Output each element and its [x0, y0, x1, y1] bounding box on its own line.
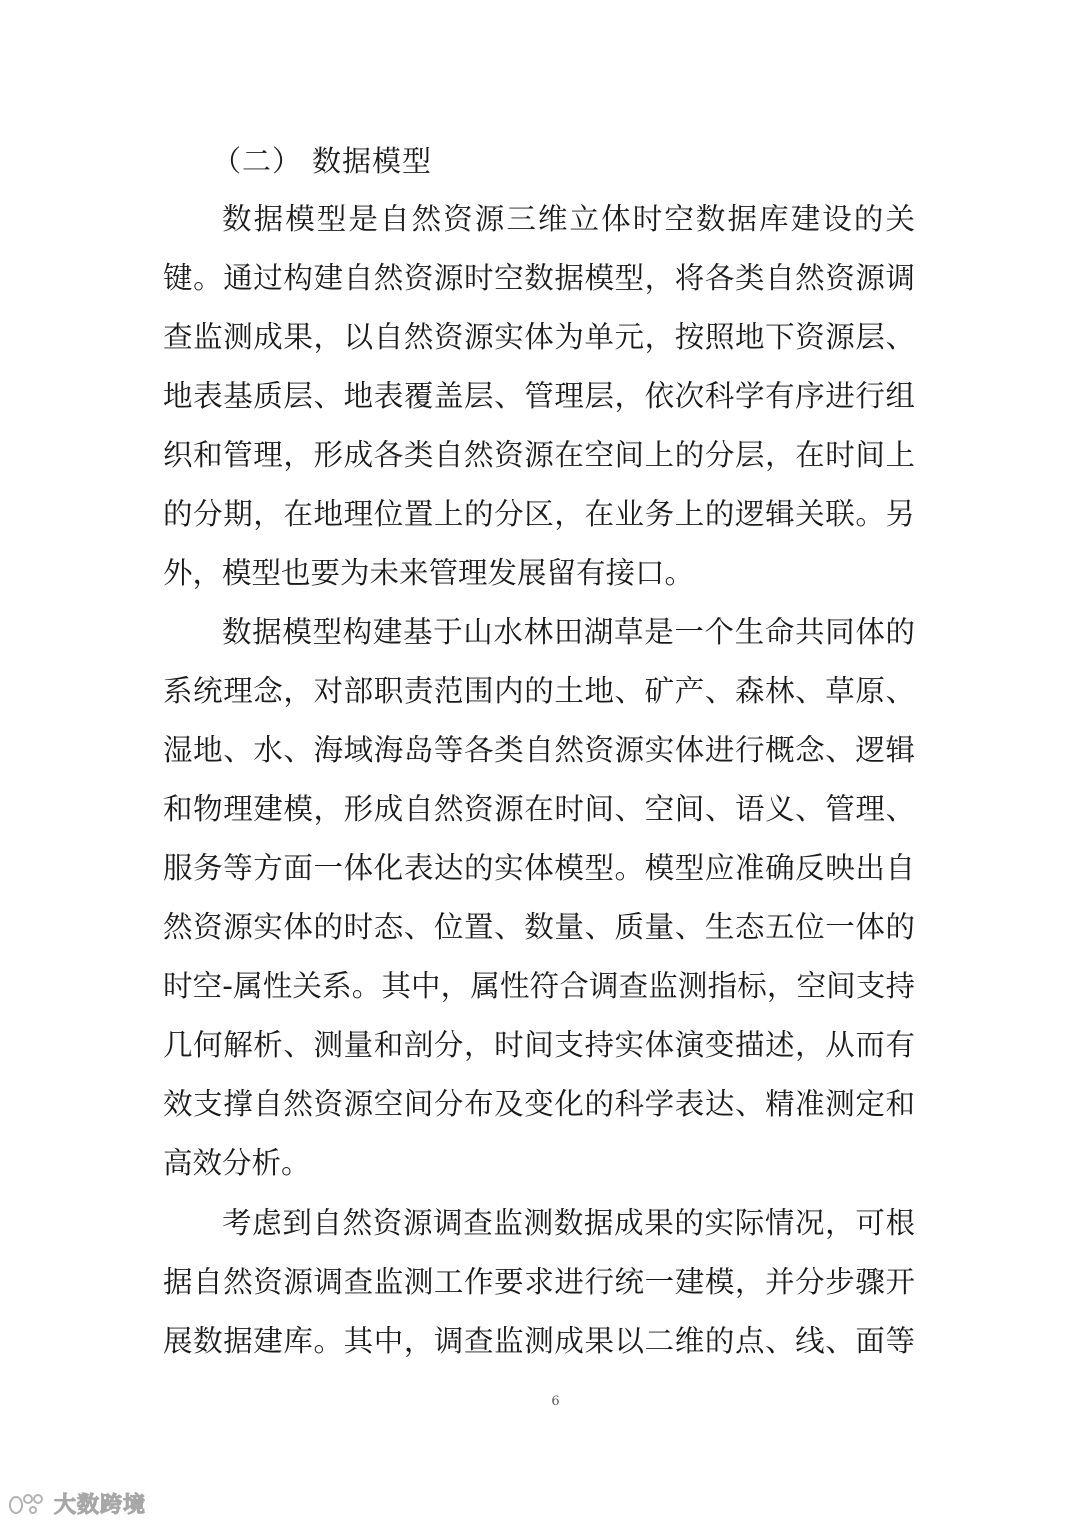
section-title: 数据模型 — [312, 144, 433, 178]
paragraph-3 — [163, 1194, 915, 1371]
paragraph-line: 效支撑自然资源空间分布及变化的科学表达、精准测定和 — [163, 1087, 915, 1121]
paragraph-line: 考虑到自然资源调查监测数据成果的实际情况，可根 — [222, 1206, 915, 1240]
section-number: （二） — [212, 144, 303, 178]
paragraph-line: 据自然资源调查监测工作要求进行统一建模，并分步骤开 — [163, 1265, 915, 1299]
paragraph-line: 查监测成果，以自然资源实体为单元，按照地下资源层、 — [163, 320, 915, 354]
paragraph-line: 和物理建模，形成自然资源在时间、空间、语义、管理、 — [163, 792, 915, 826]
paw-logo-icon — [8, 1490, 48, 1516]
paragraph-line: 织和管理，形成各类自然资源在空间上的分层，在时间上 — [163, 438, 915, 472]
paragraph-line: 高效分析。 — [163, 1146, 311, 1180]
watermark-text: 大数跨境 — [54, 1492, 147, 1518]
paragraph-line: 展数据建库。其中，调查监测成果以二维的点、线、面等 — [163, 1324, 915, 1358]
paragraph-line: 数据模型是自然资源三维立体时空数据库建设的关 — [222, 202, 915, 236]
paragraph-line: 的分期，在地理位置上的分区，在业务上的逻辑关联。另 — [163, 497, 915, 531]
paragraph-line: 地表基质层、地表覆盖层、管理层，依次科学有序进行组 — [163, 379, 915, 413]
page-number: 6 — [551, 1394, 560, 1409]
paragraph-line: 然资源实体的时态、位置、数量、质量、生态五位一体的 — [163, 910, 915, 944]
paragraph-line: 湿地、水、海域海岛等各类自然资源实体进行概念、逻辑 — [163, 733, 915, 767]
watermark — [8, 1488, 146, 1518]
paragraph-line: 数据模型构建基于山水林田湖草是一个生命共同体的 — [222, 615, 915, 649]
paragraph-line: 系统理念，对部职责范围内的土地、矿产、森林、草原、 — [163, 674, 915, 708]
paragraph-line: 几何解析、测量和剖分，时间支持实体演变描述，从而有 — [163, 1028, 915, 1062]
paragraph-line: 键。通过构建自然资源时空数据模型，将各类自然资源调 — [163, 261, 915, 295]
section-heading — [212, 138, 432, 184]
paragraph-2 — [163, 603, 915, 1193]
paragraph-1 — [163, 190, 915, 603]
paragraph-line: 外，模型也要为未来管理发展留有接口。 — [163, 556, 695, 590]
paragraph-line: 服务等方面一体化表达的实体模型。模型应准确反映出自 — [163, 851, 915, 885]
paragraph-line: 时空-属性关系。其中，属性符合调查监测指标，空间支持 — [163, 969, 915, 1003]
